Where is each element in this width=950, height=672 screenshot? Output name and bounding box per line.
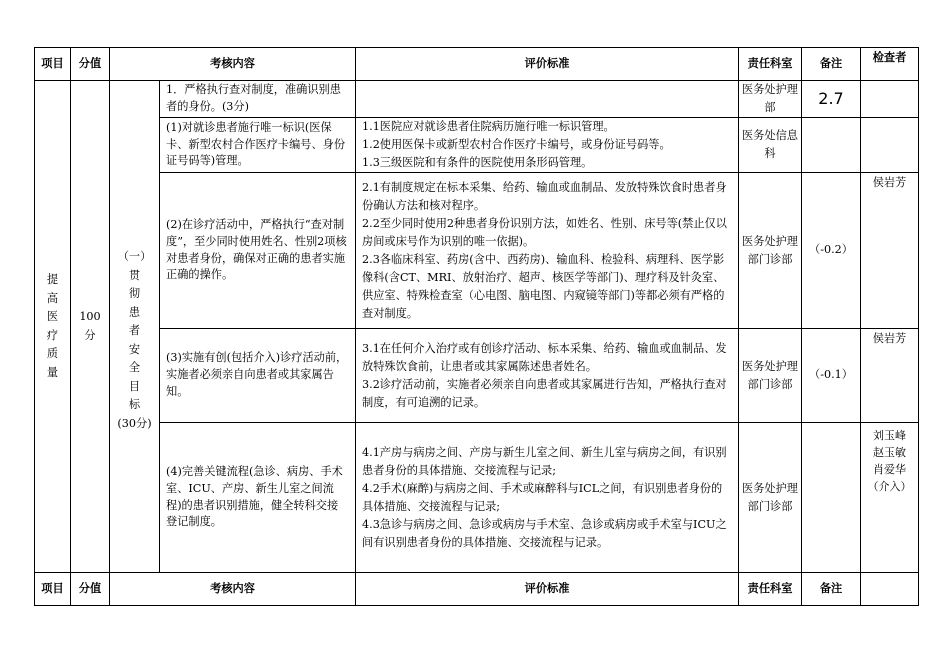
vertical-char: 医 <box>46 310 59 323</box>
table-row <box>35 423 919 573</box>
score-cell <box>71 81 110 573</box>
content-cell: (3)实施有创(包括介入)诊疗活动前，实施者必须亲自向患者或其家属告知。 <box>160 329 356 423</box>
content-cell: (1)对就诊患者施行唯一标识(医保卡、新型农村合作医疗卡编号、身份证号码等)管理。 <box>160 118 356 173</box>
header-row <box>35 48 919 81</box>
vertical-char: 质 <box>46 347 59 360</box>
vertical-char: 贯 <box>128 268 141 282</box>
vertical-char: (30分) <box>117 416 152 430</box>
item-label <box>35 271 70 382</box>
checker-name: 肖爱华 <box>873 463 907 476</box>
vertical-char: 安 <box>128 342 141 356</box>
vertical-char: 标 <box>128 398 141 411</box>
header-dept: 责任科室 <box>739 48 802 81</box>
checker-cell <box>861 423 919 573</box>
note-cell: （-0.1） <box>802 329 861 423</box>
dept-cell: 医务处护理部 <box>739 81 802 118</box>
standard-line: 1.1医院应对就诊患者住院病历施行唯一标识管理。 <box>362 120 615 133</box>
checker-name: 赵玉敏 <box>873 446 907 459</box>
table-row <box>35 118 919 173</box>
score-label <box>71 308 109 345</box>
note-cell: 2.7 <box>802 81 861 118</box>
vertical-char: 患 <box>128 305 141 319</box>
standard-line: 3.1在任何介入治疗或有创诊疗活动、标本采集、给药、输血或血制品、发放特殊饮食前，让患者或其家属陈述患者姓名。 <box>362 341 727 373</box>
vertical-char: 者 <box>128 324 141 337</box>
footer-row <box>35 573 919 606</box>
standard-cell <box>356 423 739 573</box>
vertical-char: 提 <box>46 273 59 286</box>
standard-cell <box>356 81 739 118</box>
vertical-char: 彻 <box>128 287 141 300</box>
dept-cell: 医务处护理部门诊部 <box>739 423 802 573</box>
assessment-table <box>34 47 919 606</box>
content-cell: 1．严格执行查对制度，准确识别患者的身份。(3分) <box>160 81 356 118</box>
dept-cell: 医务处信息科 <box>739 118 802 173</box>
header-checker: 检查者 <box>861 48 919 81</box>
header-content: 考核内容 <box>110 48 356 81</box>
standard-line: 4.3急诊与病房之间、急诊或病房与手术室、急诊或病房或手术室与ICU之间有识别患者身份的具体措施、交接流程与记录。 <box>362 517 727 549</box>
vertical-char: 疗 <box>46 328 59 342</box>
standard-cell <box>356 329 739 423</box>
vertical-char: 高 <box>46 291 59 305</box>
vertical-char: （一） <box>117 250 152 263</box>
checker-cell <box>861 118 919 173</box>
vertical-char: 量 <box>46 365 59 379</box>
dept-cell: 医务处护理部门诊部 <box>739 329 802 423</box>
checker-cell <box>861 81 919 118</box>
checker-cell <box>861 173 919 329</box>
checker-name: （介入） <box>867 480 912 493</box>
checker-name: 侯岩芳 <box>872 176 907 189</box>
standard-line: 2.3各临床科室、药房(含中、西药房)、输血科、检验科、病理科、医学影像科(含CT、MRI、放射治疗、超声、核医学等部门)、理疗科及针灸室、供应室、特殊检查室（心电图、脑电图、内窥镜等部门)等都必须有严格的查对制度。 <box>362 252 725 320</box>
checker-cell <box>861 329 919 423</box>
content-cell: (2)在诊疗活动中，严格执行“查对制度”，至少同时使用姓名、性别2项核对患者身份，确保对正确的患者实施正确的操作。 <box>160 173 356 329</box>
vertical-char: 全 <box>128 361 141 374</box>
note-cell <box>802 423 861 573</box>
standard-line: 2.2至少同时使用2种患者身份识别方法，如姓名、性别、床号等(禁止仅以房间或床号作为识别的唯一依据)。 <box>362 216 727 248</box>
standard-line: 2.1有制度规定在标本采集、给药、输血或血制品、发放特殊饮食时患者身份确认方法和核对程序。 <box>362 180 727 212</box>
checker-name: 刘玉峰 <box>873 429 907 442</box>
vertical-char: 目 <box>128 379 141 393</box>
vertical-char: 100 <box>79 310 101 323</box>
content-cell: (4)完善关键流程(急诊、病房、手术室、ICU、产房、新生儿室之间流程)的患者识别措施，健全转科交接登记制度。 <box>160 423 356 573</box>
item-cell <box>35 81 71 573</box>
table-row <box>35 173 919 329</box>
header-note: 备注 <box>802 48 861 81</box>
footer-dept: 责任科室 <box>739 573 802 606</box>
footer-content: 考核内容 <box>110 573 356 606</box>
standard-cell <box>356 118 739 173</box>
header-item: 项目 <box>35 48 71 81</box>
standard-line: 4.1产房与病房之间、产房与新生儿室之间、新生儿室与病房之间，有识别患者身份的具体措施、交接流程与记录; <box>362 445 727 477</box>
checker-name: 侯岩芳 <box>872 332 907 345</box>
note-cell: （-0.2） <box>802 173 861 329</box>
standard-line: 1.2使用医保卡或新型农村合作医疗卡编号，或身份证号码等。 <box>362 138 671 151</box>
footer-item: 项目 <box>35 573 71 606</box>
goal-cell <box>110 81 160 573</box>
footer-standard: 评价标准 <box>356 573 739 606</box>
dept-cell: 医务处护理部门诊部 <box>739 173 802 329</box>
table-row <box>35 81 919 118</box>
goal-label <box>110 248 159 433</box>
standard-line: 3.2诊疗活动前，实施者必须亲自向患者或其家属进行告知，严格执行查对制度，有可追溯的记录。 <box>362 377 727 409</box>
note-cell <box>802 118 861 173</box>
header-standard: 评价标准 <box>356 48 739 81</box>
standard-cell <box>356 173 739 329</box>
standard-line: 1.3三级医院和有条件的医院使用条形码管理。 <box>362 156 593 169</box>
footer-score: 分值 <box>71 573 110 606</box>
footer-note: 备注 <box>802 573 861 606</box>
footer-checker <box>861 573 919 606</box>
table-row <box>35 329 919 423</box>
standard-line: 4.2手术(麻醉)与病房之间、手术或麻醉科与ICL之间，有识别患者身份的具体措施、交接流程与记录; <box>362 481 723 513</box>
header-score: 分值 <box>71 48 110 81</box>
vertical-char: 分 <box>84 328 96 342</box>
